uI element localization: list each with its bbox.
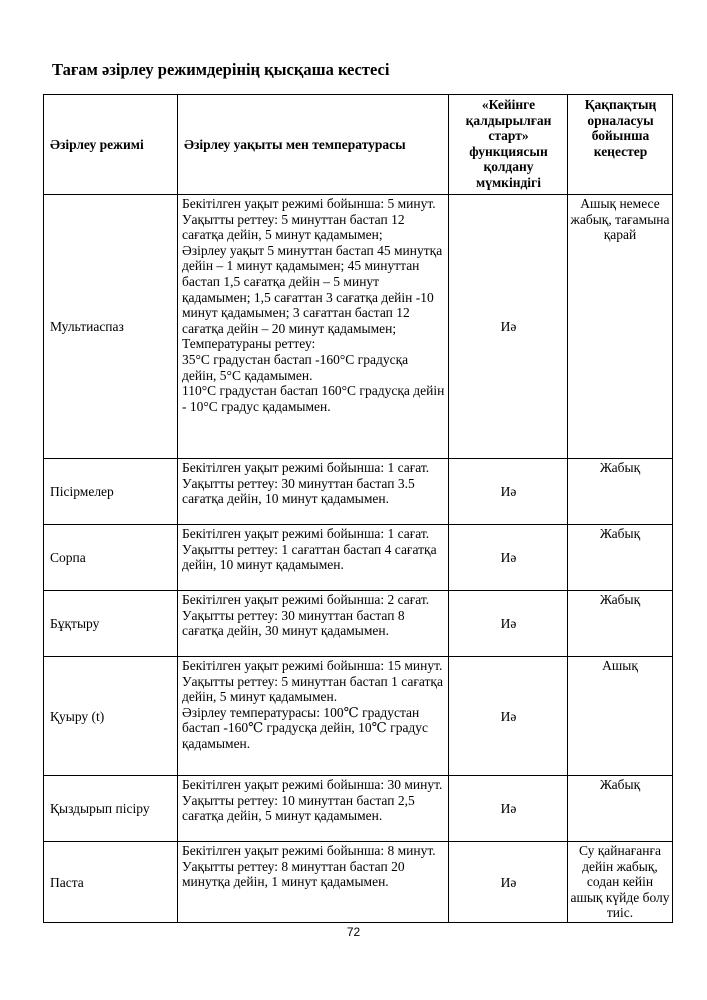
time-cell (178, 657, 449, 776)
mode-cell: Қыздырып пісіру (44, 776, 178, 842)
mode-cell: Пісірмелер (44, 459, 178, 525)
time-line: Бекітілген уақыт режимі бойынша: 1 сағат. (182, 460, 430, 475)
mode-cell: Қуыру (t) (44, 657, 178, 776)
time-cell (178, 195, 449, 459)
time-line: Уақытты реттеу: 10 минуттан бастап 2,5 сағатқа дейін, 5 минут қадамымен. (182, 792, 415, 824)
header-delayed-start: «Кейінге қалдырылған старт» функциясын қолдану мүмкіндігі (449, 95, 568, 195)
time-line: Температураны реттеу: (182, 336, 316, 352)
time-line: Бекітілген уақыт режимі бойынша: 2 сағат. (182, 592, 430, 607)
time-cell (178, 842, 449, 923)
delayed-start-cell: Иә (449, 525, 568, 591)
page-number: 72 (346, 925, 361, 939)
time-line: Әзірлеу уақыт 5 минуттан бастап 45 минутқа дейін – 1 минут қадамымен; 45 минуттан бастап 1,5 сағатқа дейін – 5 минут қадамымен; 1,5 сағаттан 3 сағатқа дейін -10 минут қадамымен; 3 сағаттан бастап 12 сағатқа дейін – 20 минут қадамымен; (182, 242, 443, 336)
time-line: Уақытты реттеу: 30 минуттан бастап 8 сағатқа дейін, 30 минут қадамымен. (182, 607, 405, 639)
mode-cell: Паста (44, 842, 178, 923)
time-line: Бекітілген уақыт режимі бойынша: 15 минут. (182, 658, 443, 673)
delayed-start-cell: Иә (449, 459, 568, 525)
lid-recommendation-cell: Су қайнағанға дейін жабық, содан кейін ашық күйде болу тиіс. (568, 842, 673, 923)
lid-recommendation-cell: Ашық (568, 657, 673, 776)
time-line: Уақытты реттеу: 1 сағаттан бастап 4 сағатқа дейін, 10 минут қадамымен. (182, 541, 437, 573)
time-line: 35°C градустан бастап -160°C градусқа дейін, 5°C қадамымен. (182, 351, 409, 383)
time-line: Бекітілген уақыт режимі бойынша: 1 сағат. (182, 526, 430, 541)
lid-recommendation-cell: Жабық (568, 591, 673, 657)
lid-recommendation-cell: Жабық (568, 459, 673, 525)
time-cell (178, 591, 449, 657)
page-title: Тағам әзірлеу режимдерінің қысқаша кестесі (52, 60, 390, 79)
delayed-start-cell: Иә (449, 842, 568, 923)
table-row (44, 776, 673, 842)
mode-cell: Бұқтыру (44, 591, 178, 657)
time-line: Бекітілген уақыт режимі бойынша: 5 минут. (182, 196, 436, 211)
time-line: Уақытты реттеу: 5 минуттан бастап 12 сағатқа дейін, 5 минут қадамымен; (182, 211, 405, 243)
time-line: Уақытты реттеу: 8 минуттан бастап 20 минутқа дейін, 1 минут қадамымен. (182, 858, 405, 890)
lid-recommendation-cell: Жабық (568, 776, 673, 842)
time-line: Бекітілген уақыт режимі бойынша: 8 минут. (182, 843, 436, 858)
time-line: Бекітілген уақыт режимі бойынша: 30 минут. (182, 777, 443, 792)
lid-recommendation-cell: Ашық немесе жабық, тағамына қарай (568, 195, 673, 459)
mode-cell: Сорпа (44, 525, 178, 591)
delayed-start-cell: Иә (449, 657, 568, 776)
delayed-start-cell: Иә (449, 776, 568, 842)
lid-recommendation-cell: Жабық (568, 525, 673, 591)
table-header-row (44, 95, 673, 195)
table-row (44, 525, 673, 591)
table-row (44, 459, 673, 525)
time-line: Уақытты реттеу: 30 минуттан бастап 3.5 сағатқа дейін, 10 минут қадамымен. (182, 475, 415, 507)
header-lid-position: Қақпақтың орналасуы бойынша кеңестер (568, 95, 673, 195)
cooking-modes-table (43, 94, 673, 923)
table-row (44, 842, 673, 923)
time-line: Уақытты реттеу: 5 минуттан бастап 1 сағатқа дейін, 5 минут қадамымен. (182, 673, 443, 705)
table-row (44, 195, 673, 459)
table-row (44, 657, 673, 776)
delayed-start-cell: Иә (449, 591, 568, 657)
table-row (44, 591, 673, 657)
time-cell (178, 525, 449, 591)
time-line: Әзірлеу температурасы: 100℃ градустан бастап -160℃ градусқа дейін, 10℃ градус қадамымен. (182, 704, 429, 751)
mode-cell: Мультиаспаз (44, 195, 178, 459)
time-cell (178, 776, 449, 842)
time-cell (178, 459, 449, 525)
time-line: 110°C градустан бастап 160°C градусқа дейін - 10°C градус қадамымен. (182, 383, 445, 414)
header-time: Әзірлеу уақыты мен температурасы (178, 95, 449, 195)
delayed-start-cell: Иә (449, 195, 568, 459)
header-mode: Әзірлеу режимі (44, 95, 178, 195)
